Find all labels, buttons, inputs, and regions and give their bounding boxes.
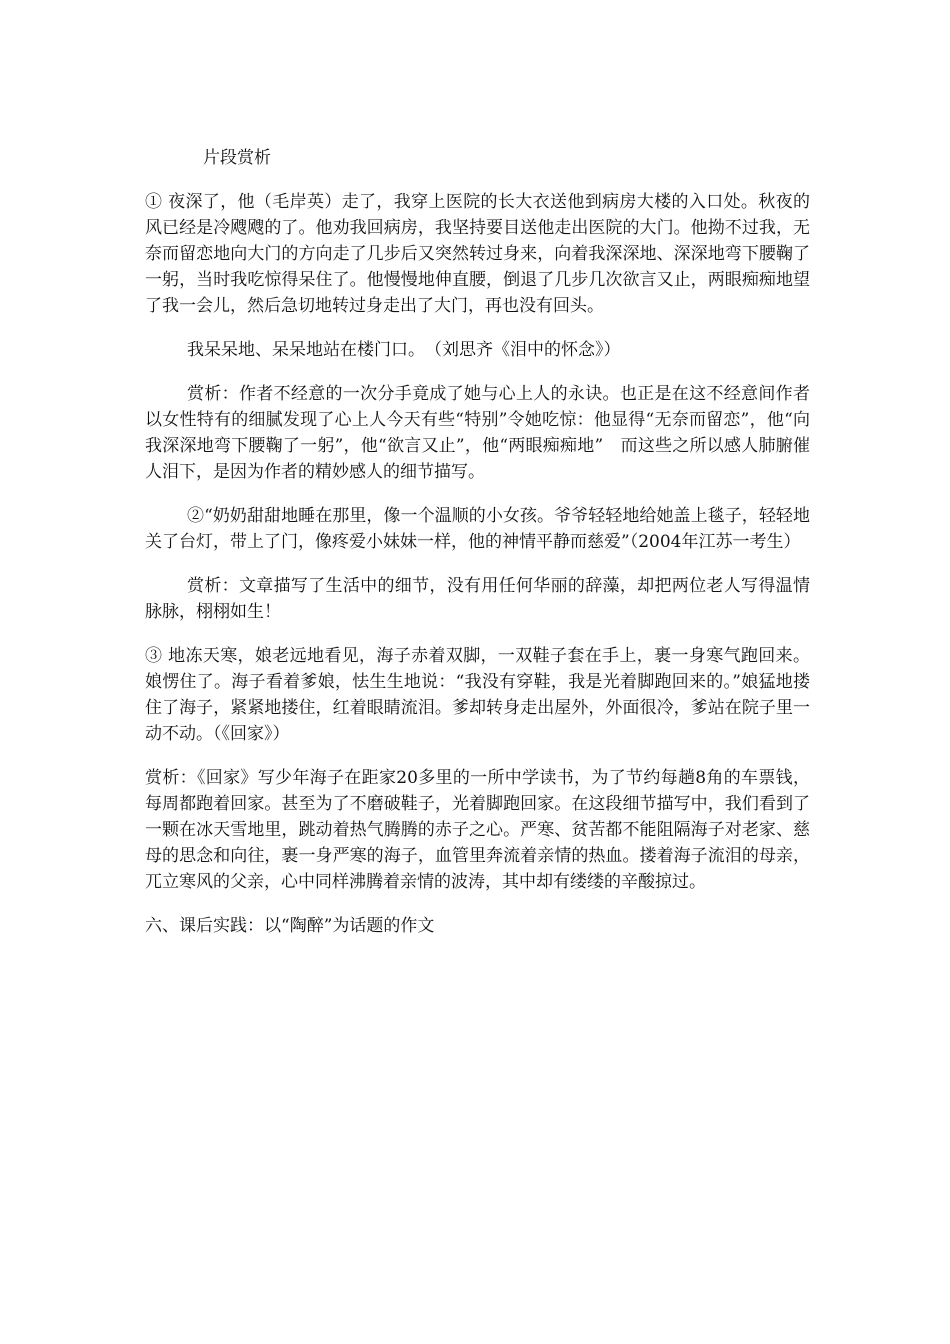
- excerpt-3: ③ 地冻天寒，娘老远地看见，海子赤着双脚，一双鞋子套在手上，裹一身寒气跑回来。娘愣住了。海子看着爹娘，怯生生地说：“我没有穿鞋，我是光着脚跑回来的。”娘猛地搂住了海子，紧紧地搂住，红着眼睛流泪。爹却转身走出屋外，外面很冷，爹站在院子里一动不动。（《回家》）: [145, 646, 810, 744]
- analysis-2: 赏析：文章描写了生活中的细节，没有用任何华丽的辞藻，却把两位老人写得温情脉脉，栩栩如生！: [145, 576, 810, 622]
- homework-section: 六、课后实践：以“陶醉”为话题的作文: [145, 916, 435, 936]
- excerpt-2: ②“奶奶甜甜地睡在那里，像一个温顺的小女孩。爷爷轻轻地给她盖上毯子，轻轻地关了台灯，带上了门，像疼爱小妹妹一样，他的神情平静而慈爱”（2004年江苏一考生）: [145, 506, 810, 552]
- document-page: [145, 145, 810, 939]
- section-heading: 片段赏析: [203, 148, 271, 168]
- analysis-3: 赏析：《回家》写少年海子在距家20多里的一所中学读书，为了节约每趟8角的车票钱，每周都跑着回家。甚至为了不磨破鞋子，光着脚跑回家。在这段细节描写中，我们看到了一颗在冰天雪地里，跳动着热气腾腾的赤子之心。严寒、贫苦都不能阻隔海子对老家、慈母的思念和向往，裹一身严寒的海子，血管里奔流着亲情的热血。搂着海子流泪的母亲，兀立寒风的父亲，心中同样沸腾着亲情的波涛，其中却有缕缕的辛酸掠过。: [145, 768, 810, 892]
- excerpt-1: ① 夜深了，他（毛岸英）走了，我穿上医院的长大衣送他到病房大楼的入口处。秋夜的风已经是冷飕飕的了。他劝我回病房，我坚持要目送他走出医院的大门。他拗不过我，无奈而留恋地向大门的方向走了几步后又突然转过身来，向着我深深地、深深地弯下腰鞠了一躬，当时我吃惊得呆住了。他慢慢地伸直腰，倒退了几步几次欲言又止，两眼痴痴地望了我一会儿，然后急切地转过身走出了大门，再也没有回头。: [145, 192, 810, 316]
- analysis-1: 赏析：作者不经意的一次分手竟成了她与心上人的永诀。也正是在这不经意间作者以女性特有的细腻发现了心上人今天有些“特别”令她吃惊：他显得“无奈而留恋”，他“向我深深地弯下腰鞠了一躬”，他“欲言又止”，他“两眼痴痴地” 而这些之所以感人肺腑催人泪下，是因为作者的精妙感人的细节描写。: [145, 384, 810, 482]
- excerpt-1-ending: 我呆呆地、呆呆地站在楼门口。 （刘思齐《泪中的怀念》）: [187, 340, 621, 360]
